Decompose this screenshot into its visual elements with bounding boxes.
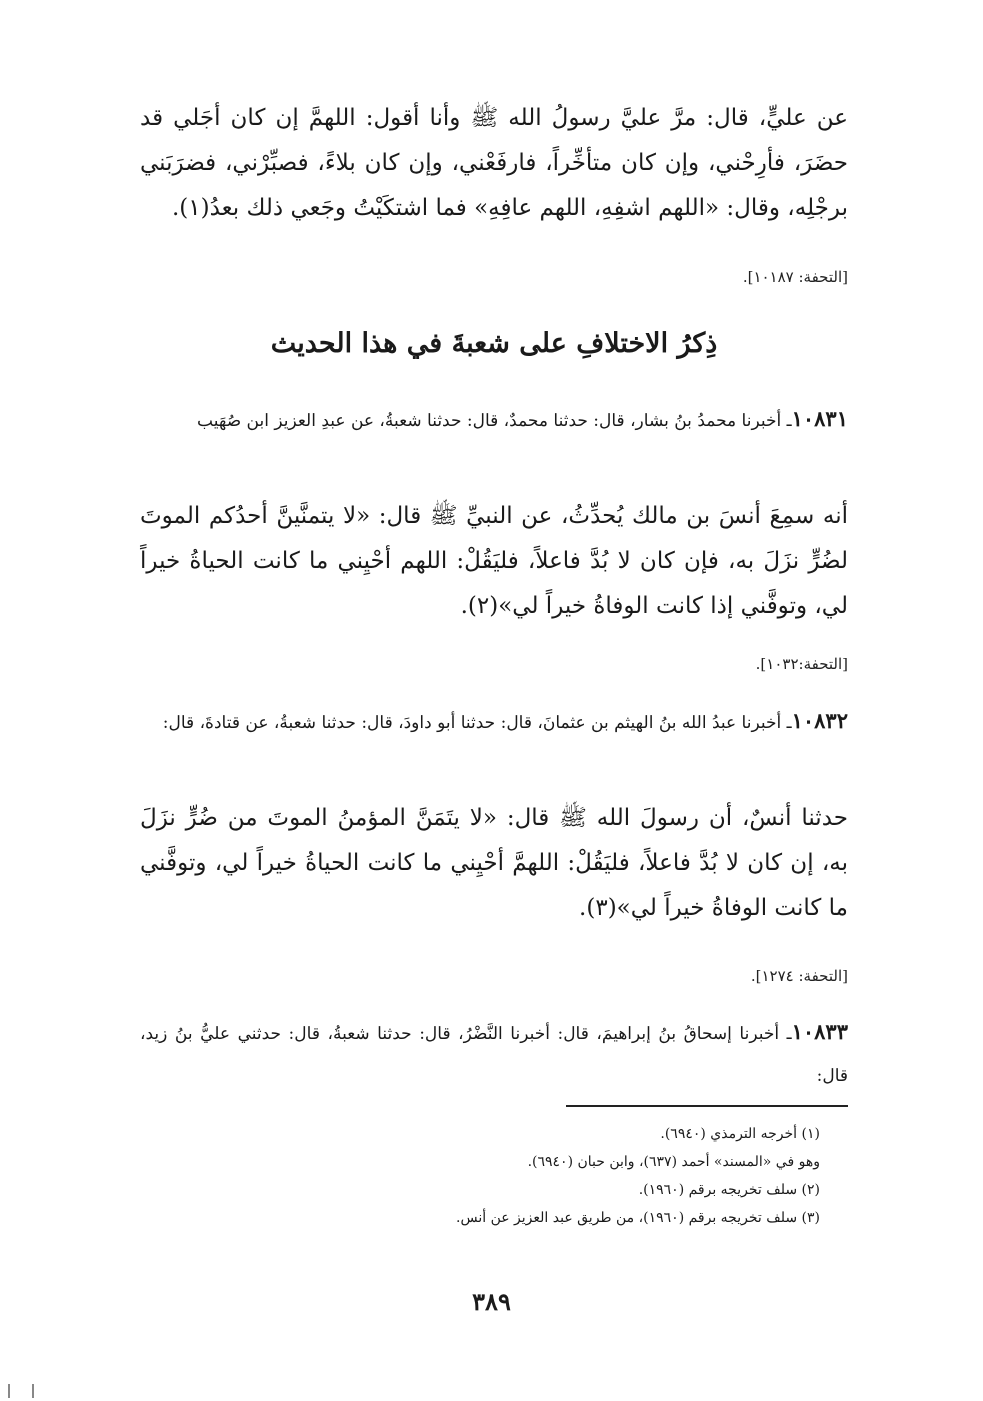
footnote-2: (٢) سلف تخريجه برقم (١٩٦٠). <box>638 1182 820 1198</box>
tuhfa-reference-3: [التحفة: ١٢٧٤]. <box>750 967 848 985</box>
isnad-text: ـ أخبرنا عبدُ الله بنُ الهيثم بن عثمانَ، قال: حدثنا أبو داودَ، قال: حدثنا شعبةُ، عن قتادةَ، قال: <box>162 713 792 733</box>
footnote-divider <box>566 1105 848 1107</box>
section-heading: ذِكرُ الاختلافِ على شعبةَ في هذا الحديث <box>270 328 718 359</box>
hadith-10833-isnad <box>140 1011 848 1097</box>
tuhfa-reference-2: [التحفة:١٠٣٢]. <box>755 655 848 673</box>
footnote-1: (١) أخرجه الترمذي (٦٩٤٠). <box>660 1126 820 1142</box>
paragraph-2: أنه سمِعَ أنسَ بن مالك يُحدِّثُ، عن النبيِّ ﷺ قال: «لا يتمنَّينَّ أحدُكم الموتَ لضُرٍّ نزَلَ به، فإن كان لا بُدَّ فاعلاً، فليَقُلْ: اللهم أحْيِني ما كانت الحياةُ خيراً لي، وتوفَّني إذا كانت الوفاةُ خيراً لي»(٢). <box>140 503 848 619</box>
footnote-3: (٣) سلف تخريجه برقم (١٩٦٠)، من طريق عبد العزيز عن أنس. <box>456 1210 820 1226</box>
isnad-text: ـ أخبرنا إسحاقُ بنُ إبراهيمَ، قال: أخبرنا النَّضْرُ، قال: حدثنا شعبةُ، قال: حدثني عليُّ بنُ زيد، قال: <box>140 1024 848 1086</box>
hadith-number: ١٠٨٣٣ <box>791 1019 848 1044</box>
hadith-10832-isnad <box>140 700 848 744</box>
isnad-text: ـ أخبرنا محمدُ بنُ بشار، قال: حدثنا محمدٌ، قال: حدثنا شعبةُ، عن عبدِ العزيز ابن صُهَيب <box>197 411 792 431</box>
tuhfa-reference-1: [التحفة: ١٠١٨٧]. <box>742 268 848 286</box>
paragraph-3: حدثنا أنسٌ، أن رسولَ الله ﷺ قال: «لا يتَمَنَّ المؤمنُ الموتَ من ضُرٍّ نزَلَ به، إن كان لا بُدَّ فاعلاً، فليَقُلْ: اللهمَّ أحْيِني ما كانت الحياةُ خيراً لي، وتوفَّني ما كانت الوفاةُ خيراً لي»(٣). <box>140 805 848 921</box>
scan-margin-mark <box>8 1384 10 1398</box>
hadith-number: ١٠٨٣٢ <box>791 708 848 733</box>
page-number: ٣٨٩ <box>472 1287 511 1316</box>
scan-margin-mark <box>32 1384 34 1398</box>
hadith-10831-isnad <box>140 398 848 442</box>
hadith-number: ١٠٨٣١ <box>791 406 848 431</box>
paragraph-1: عن عليٍّ، قال: مرَّ عليَّ رسولُ الله ﷺ وأنا أقول: اللهمَّ إن كان أجَلي قد حضَرَ، فأرِحْني، وإن كان متأخِّراً، فارفَعْني، وإن كان بلاءً، فصبِّرْني، فضرَبَني برجْلِه، وقال: «اللهم اشفِهِ، اللهم عافِهِ» فما اشتكَيْتُ وجَعي ذلك بعدُ(١). <box>140 105 848 221</box>
footnote-1-continued: وهو في «المسند» أحمد (٦٣٧)، وابن حبان (٦٩٤٠). <box>527 1154 820 1170</box>
